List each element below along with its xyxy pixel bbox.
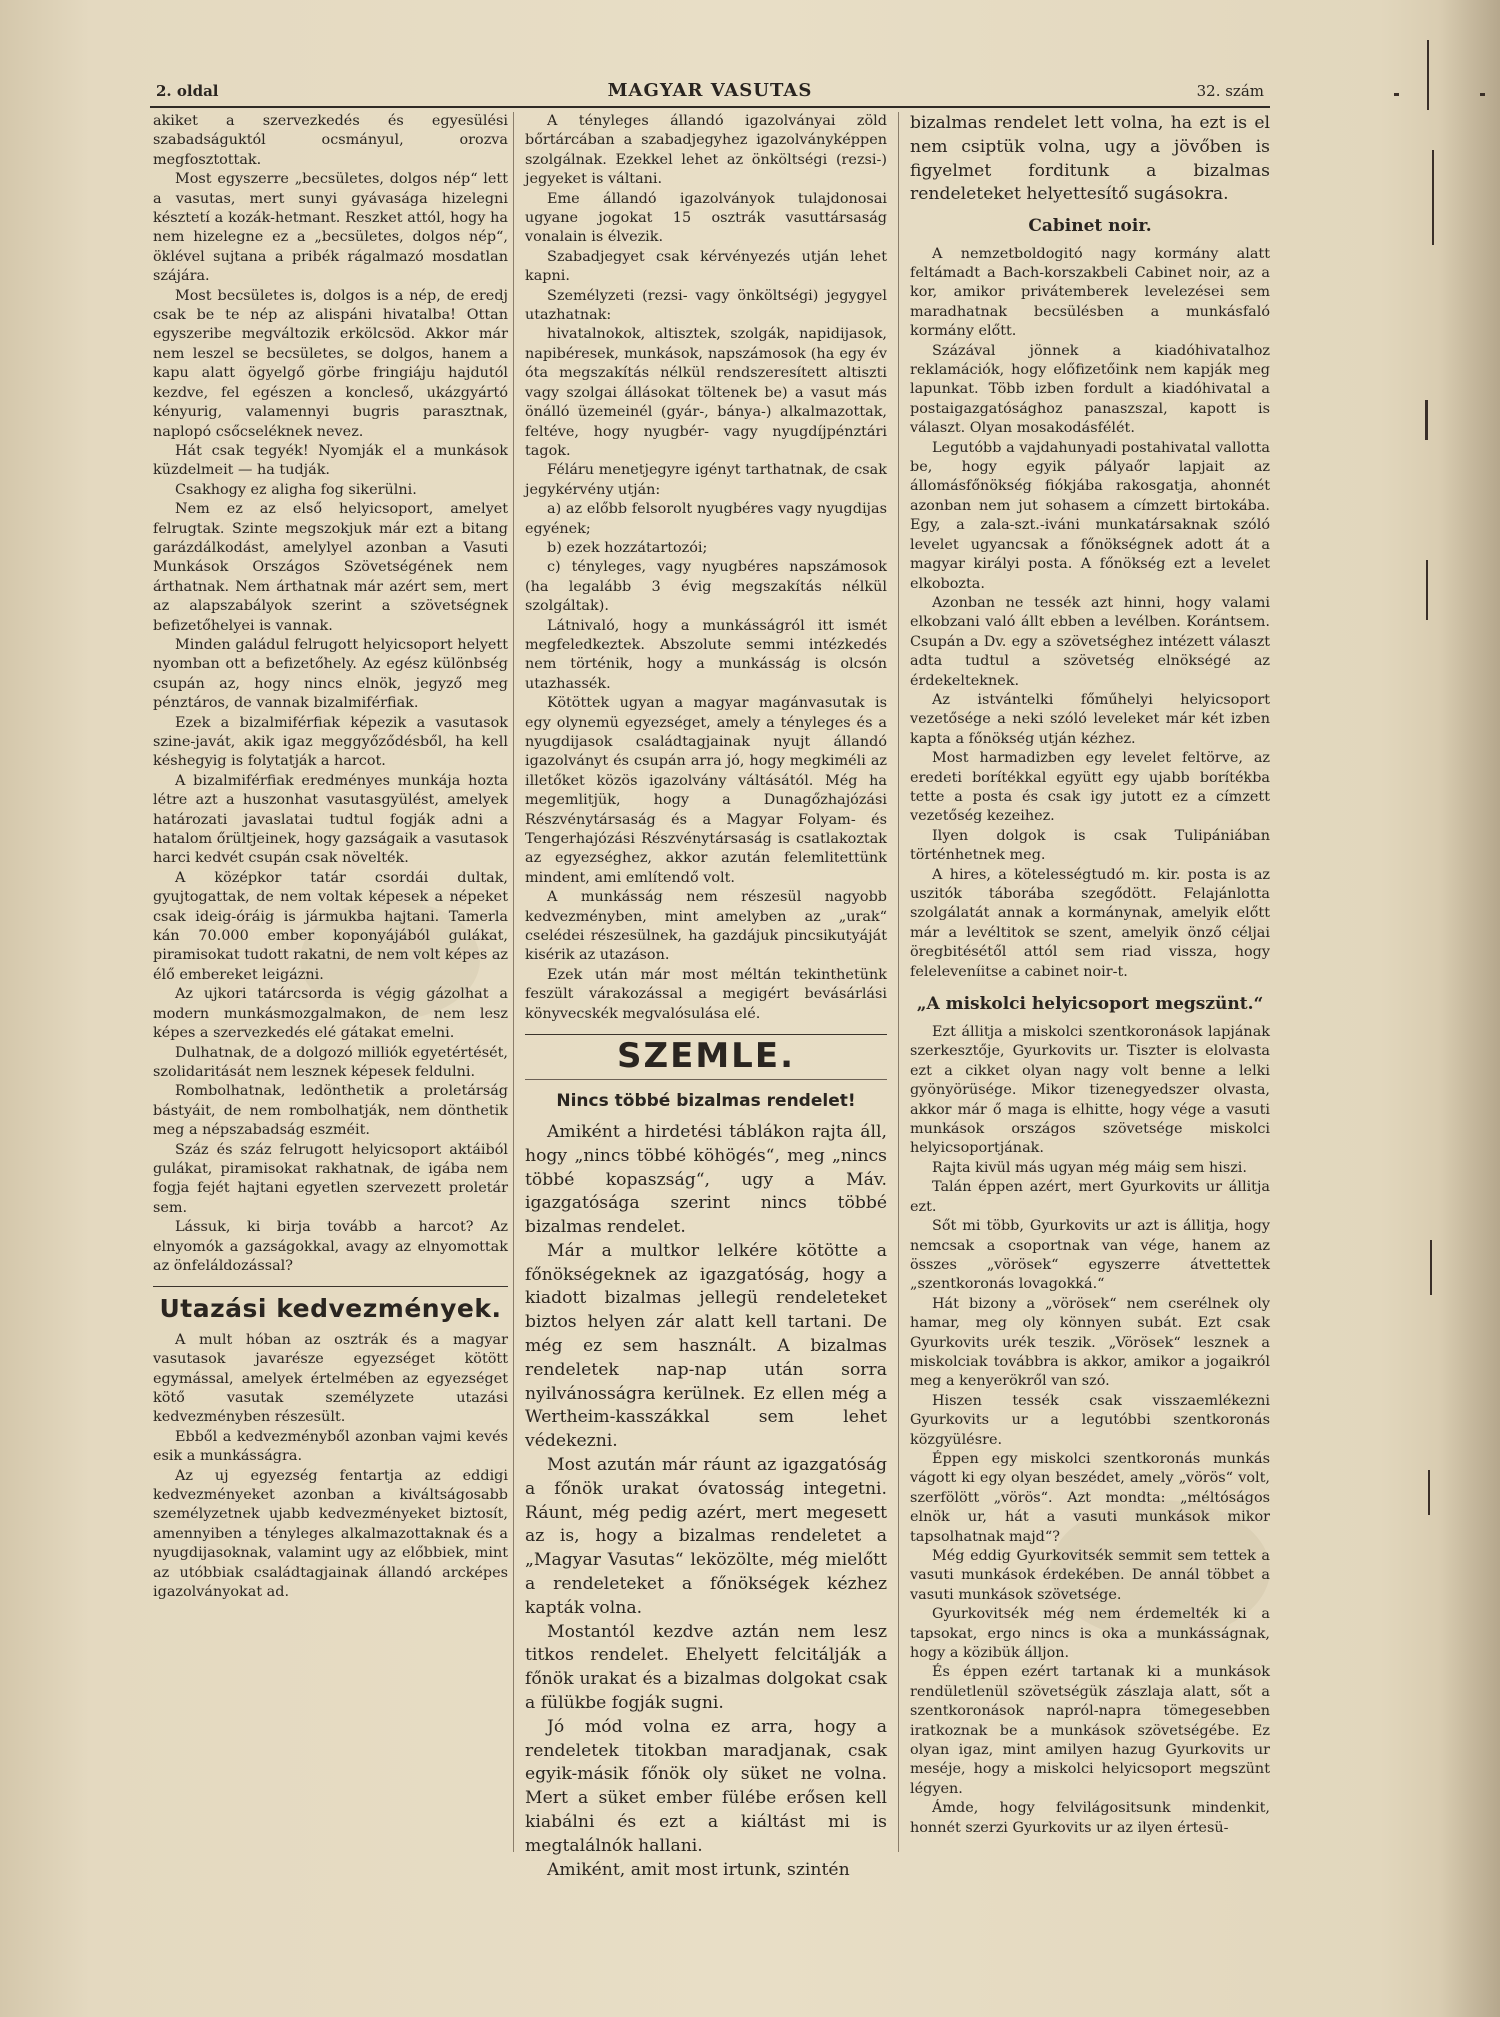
article-paragraph: Az uj egyezség fentartja az eddigi kedvezményeket azonban a kiváltságosabb személyzetnek ujabb kedvezményeket biztosít, amennyiben a tényleges alkalmazottaknak és a nyugdijasoknak, valamint ugy az előbbiek, mint az utóbbiak családtagjainak állandó arcképes igazolványokat ad.: [153, 1467, 508, 1601]
article-paragraph: Százával jönnek a kiadóhivatalhoz reklamációk, hogy előfizetőink nem kapják meg lapunkat. Több izben fordult a kiadóhivatal a postaigazgatósághoz panaszszal, kapott is választ. Olyan mosakodásfélét.: [910, 342, 1270, 437]
margin-mark: [1430, 1240, 1432, 1295]
section-divider: [525, 1079, 887, 1080]
article-heading-nincs: Nincs többé bizalmas rendelet!: [556, 1090, 856, 1111]
margin-mark: [1427, 40, 1429, 110]
article-paragraph: Legutóbb a vajdahunyadi postahivatal vallotta be, hogy egyik pályaőr lapjait az állomásfőnökség fiókjába rakosgatja, ahonnét azonban nem jut sohasem a címzett birtokába. Egy, a zala-szt.-iváni munkatársaknak szóló levelet ugyancsak a főnökségnek adott át a magyar királyi posta. A főnökség ezt a levelet elkobozta.: [910, 439, 1270, 592]
article-paragraph: Ilyen dolgok is csak Tulipániában történhetnek meg.: [910, 827, 1270, 864]
article-paragraph: a) az előbb felsorolt nyugbéres vagy nyugdijas egyének;: [525, 501, 887, 537]
article-paragraph: b) ezek hozzátartozói;: [547, 539, 708, 556]
article-paragraph: Rajta kivül más ugyan még máig sem hiszi.: [932, 1159, 1247, 1176]
article-paragraph: Azonban ne tessék azt hinni, hogy valami elkobzani való állt ebben a levélben. Korántsem. Csupán a Dv. egy a szövetséghez intézett választ adta tudtul a szövetség elnökségé az érdekelteknek.: [910, 594, 1270, 689]
margin-mark: [1428, 1470, 1430, 1515]
article-paragraph: Szabadjegyet csak kérvényezés utján lehet kapni.: [525, 248, 887, 285]
article-paragraph: Ezek a bizalmiférfiak képezik a vasutasok szine-javát, akik igaz meggyőződésből, ha kell késhegyig is folytatják a harcot.: [153, 714, 508, 770]
margin-mark: [1480, 93, 1485, 96]
margin-mark: [1394, 93, 1399, 96]
article-paragraph: Az istvántelki főműhelyi helyicsoport vezetősége a neki szóló leveleket már két izben kapta a főnökség utján kézhez.: [910, 691, 1270, 747]
article-paragraph: Amiként a hirdetési táblákon rajta áll, hogy „nincs többé köhögés“, meg „nincs többé kopaszság“, ugy a Máv. igazgatósága szerint nincs többé bizalmas rendelet.: [525, 1121, 887, 1238]
article-paragraph: Most egyszerre „becsületes, dolgos nép“ lett a vasutas, mert sunyi gyávasága hizelegni késztetí a kozák-hetmant. Reszket attól, hogy ha nem hizelegne ez a „becsületes, dolgos nép“, öklével sujtana a pribék rágalmazó mosdatlan szájára.: [153, 171, 508, 285]
article-paragraph: Sőt mi több, Gyurkovits ur azt is állitja, hogy nemcsak a csoportnak van vége, hanem az összes „vörösek“ egyszerre átvettettek „szentkoronás lovagokká.“: [910, 1218, 1270, 1293]
article-paragraph: A munkásság nem részesül nagyobb kedvezményben, mint amelyben az „urak“ cselédei részesülnek, ha gazdájuk pincsikutyáját kisérik az utazáson.: [525, 889, 887, 964]
article-paragraph: Most harmadizben egy levelet feltörve, az eredeti borítékkal együtt egy ujabb borítékba tette a posta és csak igy jutott ez a címzett vezetőség kezeihez.: [910, 750, 1270, 825]
article-paragraph: Már a multkor lelkére kötötte a főnökségeknek az igazgatóság, hogy a kiadott bizalmas jellegü rendeleteket biztos helyen zár alatt kell tartani. De még ez sem használt. A bizalmas rendeletek nap-nap után sorra nyilvánosságra kerülnek. Ez ellen még a Wertheim-kasszákkal sem lehet védekezni.: [525, 1240, 887, 1452]
article-paragraph: hivatalnokok, altisztek, szolgák, napidijasok, napibéresek, munkások, napszámosok (ha egy év óta megszakítás nélkül rendszeresített altiszti vagy szolgai állásokat töltenek be) a vasut más önálló üzemeinél (gyár-, bánya-) alkalmazottak, feltéve, hogy nyugbér- vagy nyugdíjpénztári tagok.: [525, 326, 887, 459]
article-paragraph: Most azután már ráunt az igazgatóság a főnök urakat óvatosság integetni. Ráunt, még pedig azért, mert megesett az is, hogy a bizalmas rendeletet a „Magyar Vasutas“ leközölte, még mielőtt a rendeleteket a főnökségek kézhez kapták volna.: [525, 1455, 887, 1618]
article-paragraph: Nem ez az első helyicsoport, amelyet felrugtak. Szinte megszokjuk már ezt a bitang garázdálkodást, amelylyel azonban a Vasuti Munkások Országos Szövetségének nem árthatnak. Nem árthatnak már azért sem, mert az alapszabályok szerint a szövetségnek befizetőhelyei is vannak.: [153, 501, 508, 634]
issue-number: 32. szám: [1196, 82, 1264, 100]
margin-mark: [1425, 400, 1428, 440]
article-paragraph: Lássuk, ki birja tovább a harcot? Az elnyomók a gazságokkal, avagy az elnyomottak az önfeláldozással?: [153, 1219, 508, 1274]
column-3: [910, 112, 1270, 1838]
article-paragraph: Ámde, hogy felvilágositsunk mindenkit, honnét szerzi Gyurkovits ur az ilyen értesü-: [910, 1800, 1270, 1836]
article-paragraph: Talán éppen azért, mert Gyurkovits ur állitja ezt.: [910, 1179, 1270, 1215]
section-heading-szemle: SZEMLE.: [616, 1036, 795, 1077]
article-paragraph: Mostantól kezdve aztán nem lesz titkos rendelet. Ehelyett felcitálják a főnök urakat és a bizalmas dolgokat csak a fülükbe fogják sugni.: [525, 1621, 887, 1714]
page-header: [150, 80, 1270, 108]
article-paragraph: akiket a szervezkedés és egyesülési szabadságuktól ocsmányul, orozva megfosztottak.: [153, 113, 508, 168]
column-rule: [898, 112, 899, 1852]
column-rule: [513, 112, 514, 1852]
article-paragraph: Jó mód volna ez arra, hogy a rendeletek titokban maradjanak, csak egyik-másik főnök oly süket ne volna. Mert a süket ember fülébe erősen kell kiabálni és ezt a kiáltást mi is megtalálnók hallani.: [525, 1716, 887, 1856]
article-paragraph: Féláru menetjegyre igényt tarthatnak, de csak jegykérvény utján:: [525, 462, 887, 498]
article-paragraph: Hiszen tessék csak visszaemlékezni Gyurkovits ur a legutóbbi szentkoronás közgyülésre.: [910, 1392, 1270, 1448]
margin-mark: [1432, 150, 1434, 245]
article-paragraph: Eme állandó igazolványok tulajdonosai ugyane jogokat 15 osztrák vasuttársaság vonalain is élvezik.: [525, 190, 887, 246]
article-paragraph: Amiként, amit most irtunk, szintén: [547, 1859, 850, 1880]
section-heading-utazasi: Utazási kedvezmények.: [159, 1294, 502, 1324]
article-paragraph: A mult hóban az osztrák és a magyar vasutasok javarésze egyezséget kötött egymással, amelyek értelmében az egyezséget kötő vasutak személyzete utazási kedvezményben részesült.: [153, 1331, 508, 1426]
article-paragraph: A középkor tatár csordái dultak, gyujtogattak, de nem voltak képesek a népeket csak ideig-óráig is jármukba hajtani. Tamerla kán 70.000 ember koponyájából gulákat, piramisokat tudott rakatni, de nem volt képes az élő embereket leigázni.: [153, 869, 509, 983]
article-paragraph: Ezt állitja a miskolci szentkoronások lapjának szerkesztője, Gyurkovits ur. Tiszter is elolvasta ezt a cikket olyan nagy volt benne a lelki gyönyörüsége. Mikor tizenegyedszer olvasta, akkor már ő maga is elhitte, hogy vége a vasuti munkások országos szövetsége miskolci helyicsoportjának.: [910, 1024, 1270, 1157]
article-paragraph: Kötöttek ugyan a magyar magánvasutak is egy olynemü egyezséget, amely a tényleges és a nyugdijasok családtagjainak nyujt állandó igazolványt és csupán arra jó, hogy megkiméli az illetőket közös igazolvány váltásától. Még ha megemlitjük, hogy a Dunagőzhajózási Részvénytársaság és a Magyar Folyam- és Tengerhajózási Részvénytársaság is csatlakoztak az egyezséghez, akkor azután felemlitettünk mindent, ami említendő volt.: [525, 695, 887, 886]
article-paragraph: Éppen egy miskolci szentkoronás munkás vágott ki egy olyan beszédet, amely „vörös“ volt, szerfölött „vörös“. Azt mondta: „méltóságos elnök ur, hát a vasuti munkások mikor tapsolhatnak majd“?: [910, 1450, 1270, 1545]
article-body-large: [910, 112, 1270, 207]
article-paragraph: Csakhogy ez aligha fog sikerülni.: [175, 481, 417, 498]
section-divider: [153, 1286, 508, 1287]
article-paragraph: Az ujkori tatárcsorda is végig gázolhat a modern munkásmozgalmakon, de nem lesz képes a szervezkedés elé gátakat emelni.: [153, 986, 508, 1042]
article-paragraph: Hát csak tegyék! Nyomják el a munkások küzdelmeit — ha tudják.: [153, 442, 508, 479]
article-paragraph: És éppen ezért tartanak ki a munkások rendületlenül szövetségük zászlaja alatt, sőt a szentkoronások napról-napra tömegesebben iratkoznak be a munkások szövetségébe. Ez olyan igaz, mint amilyen hazug Gyurkovits ur meséje, hogy a miskolci helyicsoport megszünt légyen.: [910, 1664, 1270, 1797]
section-divider: [525, 1034, 887, 1035]
page-number: 2. oldal: [156, 82, 219, 100]
article-paragraph: Látnivaló, hogy a munkásságról itt ismét megfeledkeztek. Abszolute semmi intézkedés nem történik, hogy a munkásság is olcsón utazhassék.: [525, 617, 887, 692]
article-paragraph: Gyurkovitsék még nem érdemelték ki a tapsokat, ergo nincs is oka a munkásságnak, hogy a közibük álljon.: [910, 1606, 1270, 1662]
column-2: [525, 112, 887, 1882]
article-paragraph: A nemzetboldogitó nagy kormány alatt feltámadt a Bach-korszakbeli Cabinet noir, az a kor, amikor privátemberek levelezései sem maradhatnak becsülésben a munkásfaló kormány előtt.: [910, 245, 1270, 340]
article-paragraph: Száz és száz felrugott helyicsoport aktáiból gulákat, piramisokat rakhatnak, de igába nem fogja fejét hajtani egyetlen szervezett proletár sem.: [153, 1141, 508, 1216]
article-heading-miskolci: „A miskolci helyicsoport megszünt.“: [916, 994, 1264, 1015]
article-paragraph: A bizalmiférfiak eredményes munkája hozta létre azt a huszonhat vasutasgyülést, amelyek határozati javaslatai tudtul fogják adni a hatalom őrültjeinek, hogy gazságaik a vasutasok harci kedvét csupán csak növelték.: [153, 772, 508, 867]
article-paragraph: Még eddig Gyurkovitsék semmit sem tettek a vasuti munkások érdekében. De annál többet a vasuti munkások szövetsége.: [910, 1548, 1270, 1603]
article-body-large: [525, 1121, 887, 1883]
margin-mark: [1426, 560, 1428, 620]
article-paragraph: A hires, a kötelességtudó m. kir. posta is az uszitók táborába szegődött. Felajánlotta szolgálatát annak a kormánynak, amelyik előtt már a levéltitok se szent, amelyik önző céljai öregbitésétől attól sem riad vissza, hogy feleleveníitse a cabinet noir-t.: [910, 866, 1270, 980]
article-paragraph: Most becsületes is, dolgos is a nép, de eredj csak be te nép az alispáni hivatalba! Ottan egyszeribe megváltozik erkölcsöd. Akkor már nem leszel se becsületes, se dolgos, hanem a kapu alatt ögyelgő görbe fringiáju hajdutól kezdve, fel egészen a koncleső, ukázgyártó kényurig, valamennyi bugris parasztnak, naplopó csőcseléknek nevez.: [153, 287, 508, 440]
article-paragraph: Személyzeti (rezsi- vagy önköltségi) jegygyel utazhatnak:: [525, 287, 887, 324]
article-paragraph: Rombolhatnak, ledönthetik a proletárság bástyáit, de nem rombolhatják, nem dönthetik meg a népszabadság eszméit.: [153, 1083, 508, 1139]
article-paragraph: A tényleges állandó igazolványai zöld bőrtárcában a szabadjegyhez igazolványképpen szolgálnak. Ezekkel lehet az önköltségi (rezsi-) jegyeket is váltani.: [525, 113, 887, 188]
article-paragraph: Dulhatnak, de a dolgozó milliók egyetértését, szolidaritását nem lesznek képesek feldulni.: [153, 1044, 508, 1080]
article-paragraph: c) tényleges, vagy nyugbéres napszámosok (ha legalább 3 évig megszakítás nélkül szolgáltak).: [525, 559, 887, 615]
page-edge-shadow: [1440, 0, 1500, 2017]
article-paragraph: Minden galádul felrugott helyicsoport helyett nyomban ott a befizetőhely. Az egész különbség csupán az, hogy nincs elnök, jegyző meg pénztáros, de vannak bizalmiférfiak.: [153, 636, 508, 712]
column-1: [153, 112, 508, 1602]
article-paragraph: bizalmas rendelet lett volna, ha ezt is el nem csiptük volna, ugy a jövőben is figyelmet forditunk a bizalmas rendeleteket helyettesítő sugásokra.: [910, 113, 1270, 205]
article-paragraph: Ebből a kedvezményből azonban vajmi kevés esik a munkásságra.: [153, 1428, 508, 1465]
article-paragraph: Hát bizony a „vörösek“ nem cserélnek oly hamar, meg oly könnyen subát. Ezt csak Gyurkovits urék teszik. „Vörösek“ lesznek a miskolciak továbbra is akkor, amikor a jogaikról meg a kenyerökről van szó.: [910, 1295, 1270, 1390]
newspaper-title: MAGYAR VASUTAS: [607, 80, 813, 101]
article-heading-cabinet: Cabinet noir.: [1028, 216, 1152, 237]
article-paragraph: Ezek után már most méltán tekinthetünk feszült várakozással a megigért bevásárlási könyvecskék megvalósulása elé.: [525, 966, 887, 1022]
